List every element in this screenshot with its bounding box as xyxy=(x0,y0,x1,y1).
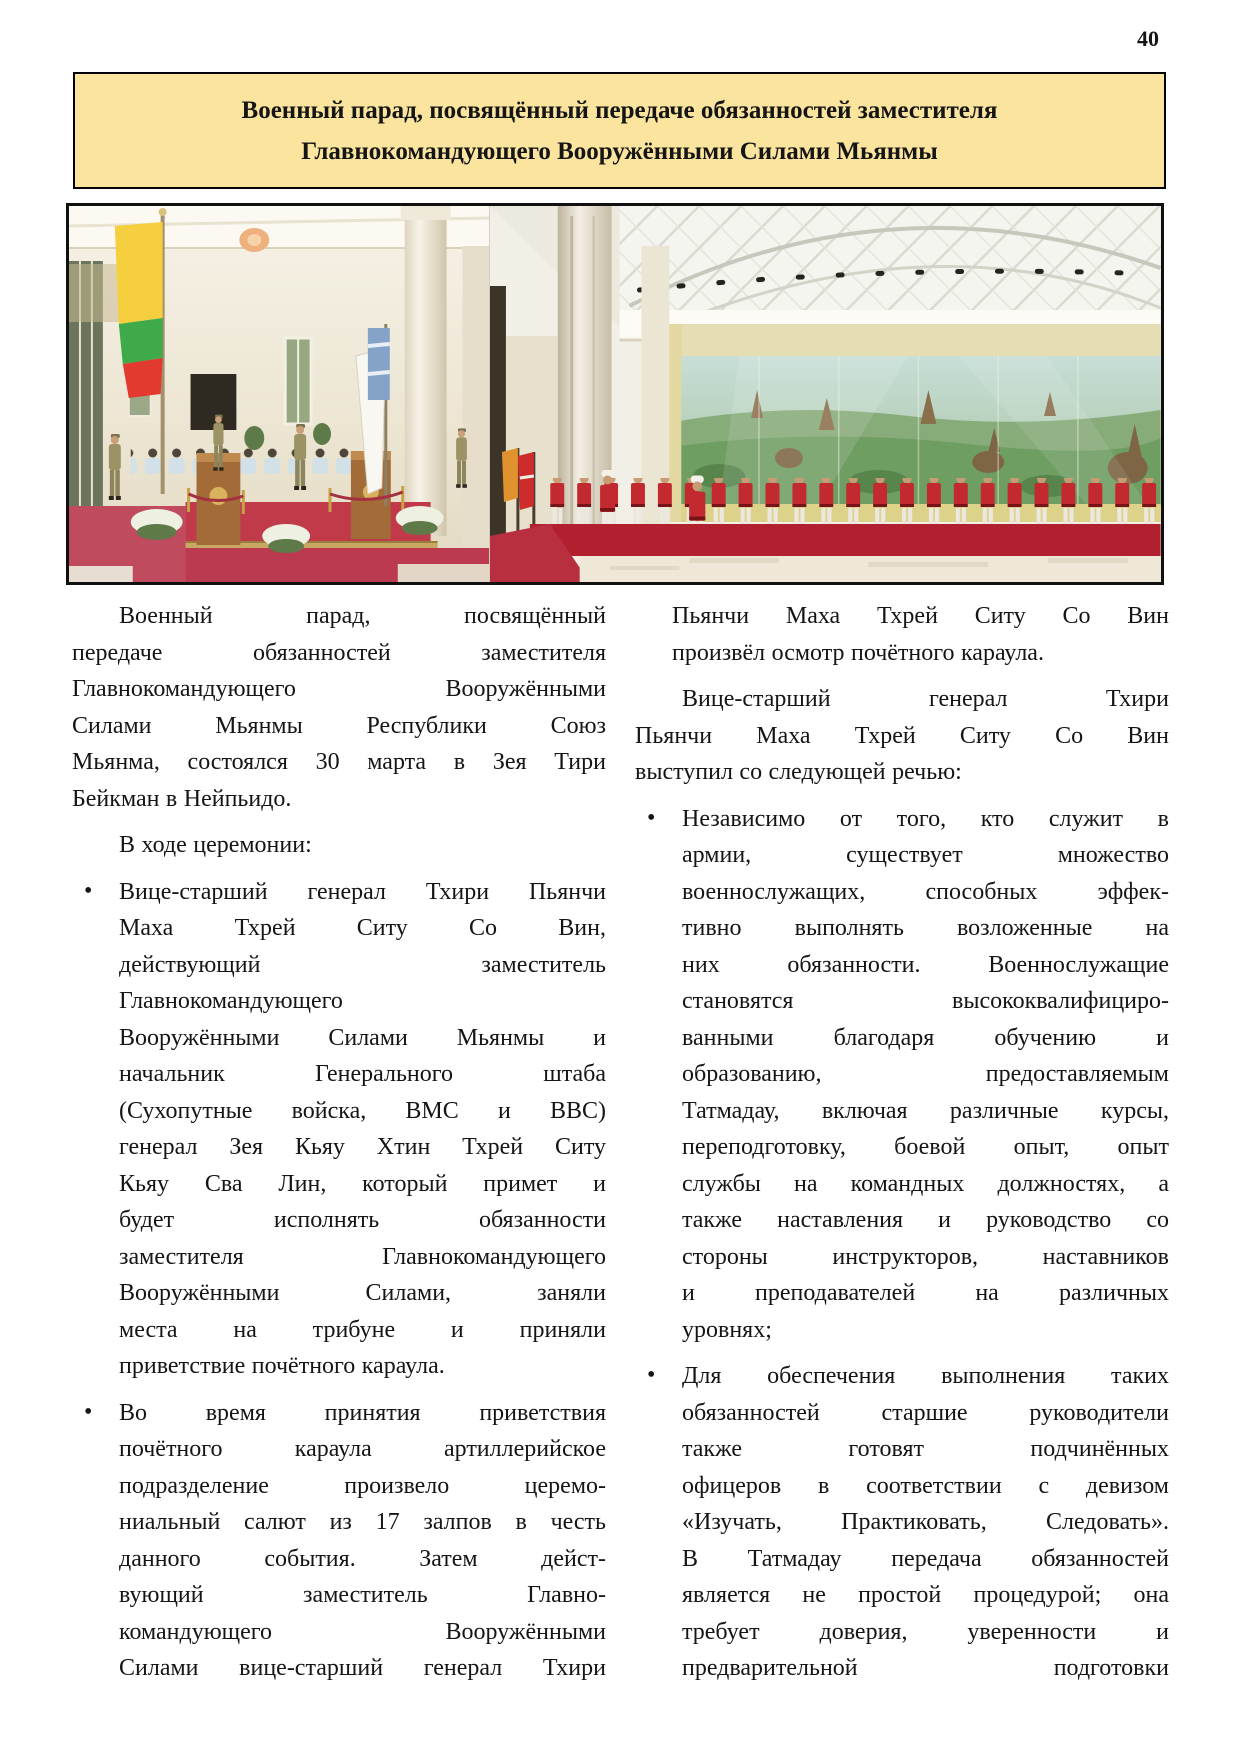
text-line: становятся высококвалифициро- xyxy=(682,988,1169,1014)
text-line: тивно выполнять возложенные на xyxy=(682,915,1169,941)
article-body xyxy=(72,598,1169,1697)
text-line: приветствие почётного караула. xyxy=(119,1353,445,1379)
paragraph-continuation xyxy=(635,598,1169,671)
text-line: является не простой процедурой; она xyxy=(682,1582,1169,1608)
paragraph xyxy=(635,681,1169,791)
text-line: произвёл осмотр почётного караула. xyxy=(672,639,1044,666)
marble-floor-strip xyxy=(398,564,490,582)
text-line: них обязанности. Военнослужащие xyxy=(682,951,1169,978)
bullet-item xyxy=(72,874,606,1385)
text-line: Во время принятия приветствия xyxy=(119,1399,606,1426)
bullet-item xyxy=(72,1395,606,1687)
text-line: выступил со следующей речью: xyxy=(635,759,962,785)
text-line: почётного караула артиллерийское xyxy=(119,1436,606,1462)
text-line: также готовят подчинённых xyxy=(682,1436,1169,1462)
left-column xyxy=(72,598,606,1697)
text-line: и преподавателей на различных xyxy=(682,1280,1169,1306)
text-line: Мьянма, состоялся 30 марта в Зея Тири xyxy=(72,749,606,775)
paragraph xyxy=(72,827,606,864)
text-line: вующий заместитель Главно- xyxy=(119,1582,606,1608)
text-line: Силами Мьянмы Республики Союз xyxy=(72,712,606,739)
text-line: офицеров в соответствии с девизом xyxy=(682,1472,1169,1499)
article-title-line-1: Военный парад, посвящённый передаче обязанностей заместителя xyxy=(241,97,998,124)
text-line: В Татмадау передача обязанностей xyxy=(682,1545,1169,1572)
text-line: начальник Генерального штаба xyxy=(119,1061,606,1087)
text-line: генерал Зея Кьяу Хтин Тхрей Ситу xyxy=(119,1134,606,1160)
photo-right-panel xyxy=(489,206,1161,582)
text-line: Главнокомандующего Вооружёнными xyxy=(72,676,606,702)
text-line: Военный парад, посвящённый xyxy=(119,603,606,629)
photo-left-panel xyxy=(69,206,489,582)
bullet-marker: • xyxy=(84,877,93,904)
text-line: (Сухопутные войска, ВМС и ВВС) xyxy=(119,1097,606,1124)
marble-column xyxy=(405,206,447,536)
text-line: службы на командных должностях, а xyxy=(682,1170,1169,1197)
bullet-item xyxy=(635,1358,1169,1687)
text-line: переподготовку, боевой опыт, опыт xyxy=(682,1134,1169,1160)
ceremony-photo xyxy=(66,203,1164,585)
text-line: командующего Вооружёнными xyxy=(119,1618,606,1645)
red-carpet xyxy=(530,524,1161,556)
skylight xyxy=(620,206,1161,314)
text-line: требует доверия, уверенности и xyxy=(682,1618,1169,1645)
text-line: действующий заместитель xyxy=(119,951,606,978)
wall-screen xyxy=(191,374,237,430)
text-line: также наставления и руководство со xyxy=(682,1207,1169,1233)
text-line: ниальный салют из 17 залпов в честь xyxy=(119,1509,606,1535)
text-line: стороны инструкторов, наставников xyxy=(682,1243,1169,1270)
text-line: Для обеспечения выполнения таких xyxy=(682,1363,1169,1389)
blue-flag xyxy=(368,328,390,400)
text-line: Вице-старший генерал Тхири Пьянчи xyxy=(119,878,606,905)
text-line: места на трибуне и приняли xyxy=(119,1316,606,1343)
text-line: Вооружёнными Силами Мьянмы и xyxy=(119,1024,606,1051)
text-line: данного события. Затем дейст- xyxy=(119,1545,606,1572)
text-line: военнослужащих, способных эффек- xyxy=(682,878,1169,905)
text-line: Вооружёнными Силами, заняли xyxy=(119,1280,606,1306)
page-number: 40 xyxy=(1137,26,1159,51)
text-line: «Изучать, Практиковать, Следовать». xyxy=(682,1509,1169,1535)
article-title-box xyxy=(73,72,1166,189)
bullet-marker: • xyxy=(647,1362,656,1388)
text-line: будет исполнять обязанности xyxy=(119,1207,606,1233)
article-title-line-2: Главнокомандующего Вооружёнными Силами Мьянмы xyxy=(301,138,938,165)
text-line: Пьянчи Маха Тхрей Ситу Со Вин xyxy=(635,722,1169,749)
dark-doorway xyxy=(490,286,506,566)
bullet-item xyxy=(635,801,1169,1349)
right-column xyxy=(635,598,1169,1697)
text-line: Татмадау, включая различные курсы, xyxy=(682,1097,1169,1124)
text-line: уровнях; xyxy=(682,1316,772,1343)
paragraph xyxy=(72,598,606,817)
text-line: Бейкман в Нейпьидо. xyxy=(72,785,292,812)
text-line: предварительной подготовки xyxy=(682,1655,1169,1681)
text-line: В ходе церемонии: xyxy=(119,832,312,858)
text-line: Маха Тхрей Ситу Со Вин, xyxy=(119,915,606,941)
text-line: армии, существует множество xyxy=(682,842,1169,868)
text-line: Силами вице-старший генерал Тхири xyxy=(119,1655,606,1681)
bullet-marker: • xyxy=(647,804,656,831)
text-line: обязанностей старшие руководители xyxy=(682,1399,1169,1426)
text-line: заместителя Главнокомандующего xyxy=(119,1243,606,1270)
text-line: подразделение произвело церемо- xyxy=(119,1472,606,1499)
text-line: Главнокомандующего xyxy=(119,988,343,1014)
bullet-marker: • xyxy=(84,1398,93,1425)
text-line: ванными благодаря обучению и xyxy=(682,1024,1169,1051)
marble-floor-strip xyxy=(69,566,133,582)
text-line: образованию, предоставляемым xyxy=(682,1061,1169,1087)
text-line: передаче обязанностей заместителя xyxy=(72,639,606,666)
palm-plant xyxy=(313,423,331,445)
text-line: Кьяу Сва Лин, который примет и xyxy=(119,1170,606,1197)
text-line: Вице-старший генерал Тхири xyxy=(682,686,1169,712)
text-line: Пьянчи Маха Тхрей Ситу Со Вин xyxy=(672,603,1169,629)
text-line: Независимо от того, кто служит в xyxy=(682,805,1169,832)
